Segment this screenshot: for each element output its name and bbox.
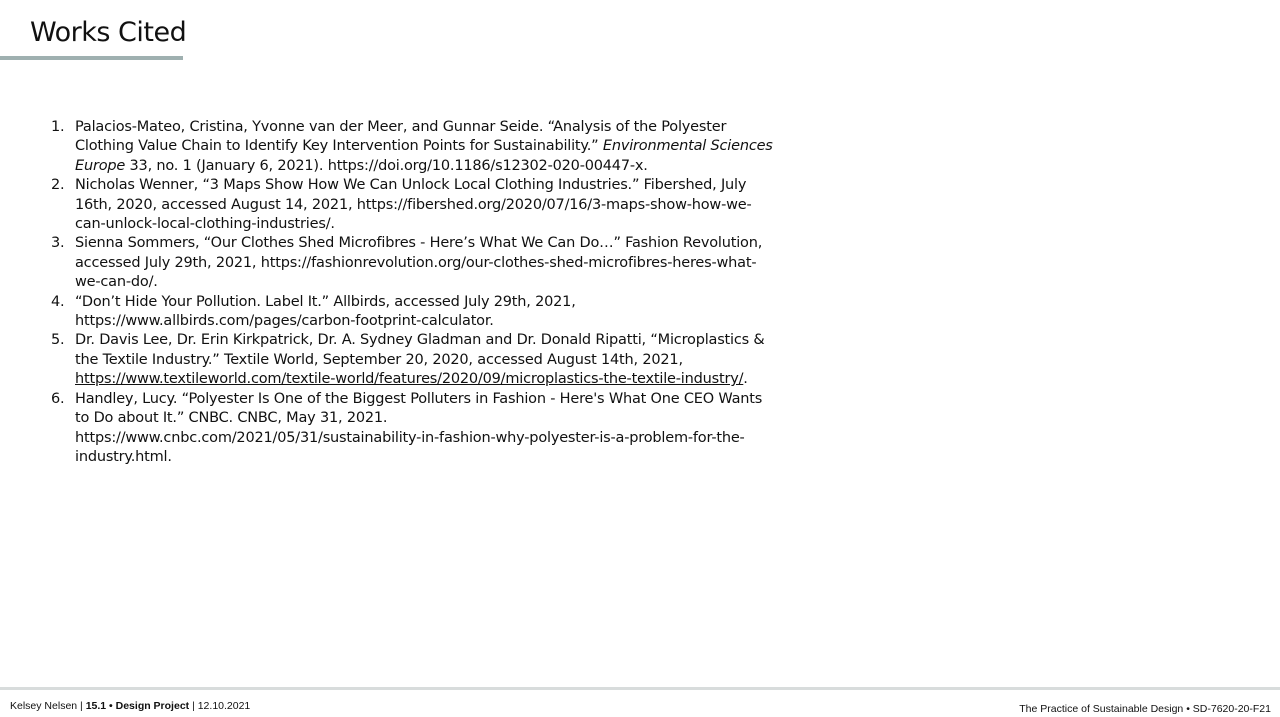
citation-item xyxy=(51,293,775,332)
works-cited-list xyxy=(51,118,775,467)
citation-item xyxy=(51,234,775,292)
citation-text: Nicholas Wenner, “3 Maps Show How We Can Unlock Local Clothing Industries.” Fibershed, July 16th, 2020, accessed August 14, 2021, https://fibershed.org/2020/07/16/3-maps-show-how-we-can-unlock-local-clothing-industries/. xyxy=(75,177,752,233)
title-underline xyxy=(0,56,183,60)
footer-project: 15.1 • Design Project xyxy=(85,700,190,712)
slide-title: Works Cited xyxy=(30,17,187,48)
citation-item xyxy=(51,331,775,389)
footer-date: | 12.10.2021 xyxy=(189,700,251,712)
citation-text-end: . xyxy=(743,371,748,388)
citation-journal: Environmental Sciences Europe xyxy=(75,138,773,174)
footer-divider xyxy=(0,687,1280,690)
citation-number: 1. xyxy=(51,119,65,135)
citation-text: Sienna Sommers, “Our Clothes Shed Microfibres - Here’s What We Can Do…” Fashion Revolution, accessed July 29th, 2021, https://fashionrevolution.org/our-clothes-shed-microfibres-heres-what-we-can-do/. xyxy=(75,235,763,291)
citation-number: 6. xyxy=(51,390,65,407)
citation-number: 5. xyxy=(51,332,65,349)
citation-number: 3. xyxy=(51,235,65,252)
citation-item xyxy=(51,176,775,234)
citation-text: “Don’t Hide Your Pollution. Label It.” Allbirds, accessed July 29th, 2021, xyxy=(75,293,576,310)
footer-author-info xyxy=(10,700,250,712)
citation-text-end: 33, no. 1 (January 6, 2021). https://doi.org/10.1186/s12302-020-00447-x. xyxy=(125,157,648,174)
citation-text: Handley, Lucy. “Polyester Is One of the Biggest Polluters in Fashion - Here's What One CEO Wants to Do about It.” CNBC. CNBC, May 31, 2021. xyxy=(75,390,763,427)
citation-text: Dr. Davis Lee, Dr. Erin Kirkpatrick, Dr. A. Sydney Gladman and Dr. Donald Ripatti, “Microplastics & the Textile Industry.” Textile World, September 20, 2020, accessed August 14th, 2021, xyxy=(75,332,765,368)
footer-course: The Practice of Sustainable Design • SD-7620-20-F21 xyxy=(1019,703,1271,715)
citation-item xyxy=(51,118,775,176)
citation-text: Palacios-Mateo, Cristina, Yvonne van der Meer, and Gunnar Seide. “Analysis of the Polyester Clothing Value Chain to Identify Key Intervention Points for Sustainability.” xyxy=(75,119,727,155)
citation-link[interactable]: https://www.textileworld.com/textile-world/features/2020/09/microplastics-the-textile-industry/ xyxy=(75,371,744,388)
citation-number: 4. xyxy=(51,293,65,310)
citation-item xyxy=(51,390,775,468)
footer-author: Kelsey Nelsen | xyxy=(10,700,86,712)
citation-url: https://www.cnbc.com/2021/05/31/sustainability-in-fashion-why-polyester-is-a-problem-for-the-industry.html. xyxy=(75,429,745,465)
citation-number: 2. xyxy=(51,177,65,194)
citation-url: https://www.allbirds.com/pages/carbon-footprint-calculator. xyxy=(75,313,494,330)
